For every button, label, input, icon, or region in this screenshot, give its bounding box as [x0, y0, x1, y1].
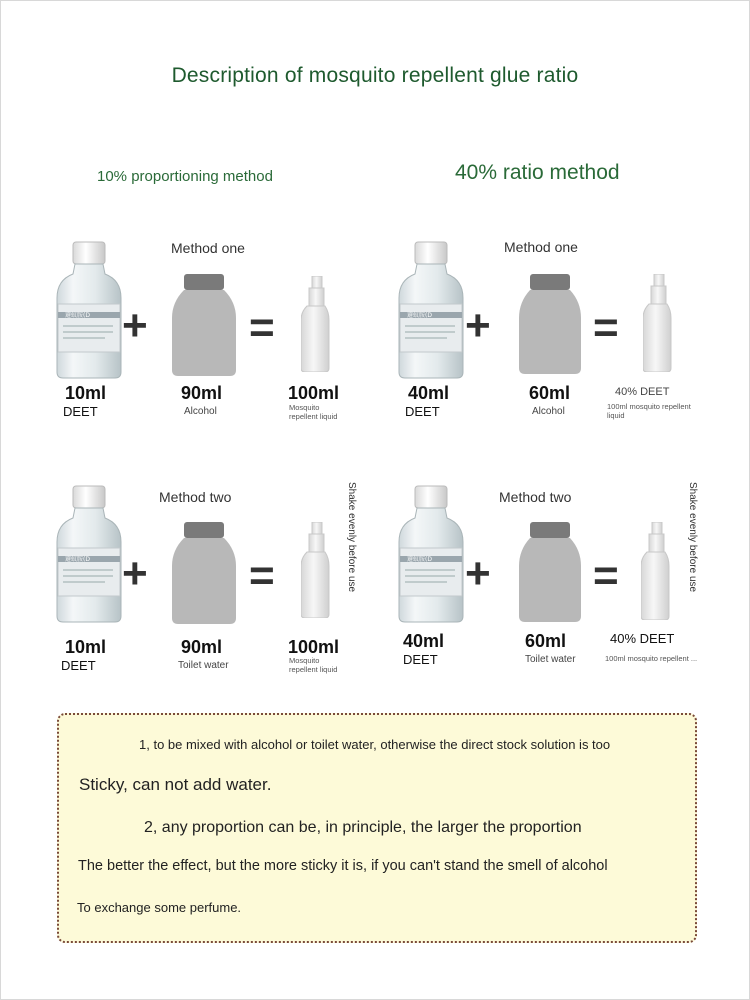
- result-label-line-1: 100ml mosquito repellent: [607, 402, 691, 411]
- mixer-bottle-icon: [519, 522, 581, 622]
- note-line-2: Sticky, can not add water.: [79, 775, 272, 794]
- note-line-3: 2, any proportion can be, in principle, the larger the proportion: [144, 819, 582, 836]
- result-label-line-2: liquid: [607, 410, 625, 420]
- base-amount: 10ml: [65, 383, 107, 403]
- equals-sign: =: [593, 303, 619, 352]
- heading-10-percent: 10% proportioning method: [97, 168, 273, 185]
- plus-sign: +: [465, 301, 491, 350]
- base-label: DEET: [403, 652, 438, 667]
- bottle-label-text: 避蚊胺(D: [65, 312, 90, 319]
- page-title: Description of mosquito repellent glue ratio: [171, 64, 579, 87]
- result-label-line-2: repellent liquid: [289, 411, 338, 421]
- result-label: [605, 655, 697, 664]
- bottle-label-text: 避蚊胺(D: [407, 312, 432, 319]
- method-title: Method one: [504, 239, 578, 255]
- panel-40-method-one: [397, 236, 742, 436]
- base-amount: 40ml: [403, 631, 445, 651]
- result-label-line-1: Mosquito: [289, 403, 320, 412]
- panel-10-method-one: [55, 236, 400, 436]
- base-label: DEET: [63, 404, 98, 419]
- result-amount: 100ml: [288, 383, 340, 403]
- spray-bottle-icon: [643, 274, 673, 372]
- deet-bottle-icon: [397, 484, 467, 624]
- deet-bottle-icon: [397, 240, 467, 380]
- method-title: Method one: [171, 240, 245, 256]
- mix-label: Alcohol: [184, 406, 217, 417]
- mix-label: Alcohol: [532, 406, 565, 417]
- plus-sign: +: [122, 301, 148, 350]
- mix-amount: 60ml: [525, 631, 567, 651]
- bottle-label-text: 避蚊胺(D: [65, 556, 90, 563]
- result-amount: 40% DEET: [610, 631, 675, 646]
- result-amount: 100ml: [288, 637, 340, 657]
- result-label-line-1: Mosquito: [289, 656, 320, 665]
- notes-box: [57, 713, 697, 943]
- bottle-label-text: 避蚊胺(D: [407, 556, 432, 563]
- result-amount: 40% DEET: [615, 386, 670, 398]
- shake-note: Shake evenly before use: [687, 482, 698, 593]
- shake-note: Shake evenly before use: [346, 482, 357, 593]
- method-title: Method two: [159, 489, 232, 505]
- result-label-line-2: repellent liquid: [289, 664, 338, 674]
- method-title: Method two: [499, 489, 572, 505]
- note-line-4: The better the effect, but the more sticky it is, if you can't stand the smell of alcohol: [78, 858, 608, 874]
- panel-40-method-two: [397, 482, 742, 686]
- deet-bottle-icon: [55, 484, 125, 624]
- plus-sign: +: [465, 549, 491, 598]
- note-line-1: 1, to be mixed with alcohol or toilet water, otherwise the direct stock solution is too: [139, 737, 611, 752]
- base-label: DEET: [405, 404, 440, 419]
- mixer-bottle-icon: [172, 522, 236, 624]
- mix-amount: 60ml: [529, 383, 571, 403]
- mixer-bottle-icon: [172, 274, 236, 376]
- spray-bottle-icon: [641, 522, 671, 620]
- mix-amount: 90ml: [181, 383, 223, 403]
- mix-label: Toilet water: [525, 654, 576, 665]
- result-label-line-1: 100ml mosquito repellent ...: [605, 654, 698, 663]
- base-amount: 10ml: [65, 637, 107, 657]
- deet-bottle-icon: [55, 240, 125, 380]
- heading-40-percent: 40% ratio method: [455, 161, 620, 184]
- spray-bottle-icon: [301, 522, 331, 618]
- mix-label: Toilet water: [178, 660, 229, 671]
- mix-amount: 90ml: [181, 637, 223, 657]
- base-label: DEET: [61, 658, 96, 673]
- equals-sign: =: [593, 551, 619, 600]
- result-label: [289, 657, 337, 674]
- result-label: [289, 404, 337, 421]
- panel-10-method-two: [55, 482, 400, 686]
- equals-sign: =: [249, 551, 275, 600]
- base-amount: 40ml: [408, 383, 450, 403]
- equals-sign: =: [249, 303, 275, 352]
- mixer-bottle-icon: [519, 274, 581, 374]
- spray-bottle-icon: [301, 276, 331, 372]
- plus-sign: +: [122, 549, 148, 598]
- note-line-5: To exchange some perfume.: [77, 900, 242, 915]
- result-label: [607, 403, 691, 420]
